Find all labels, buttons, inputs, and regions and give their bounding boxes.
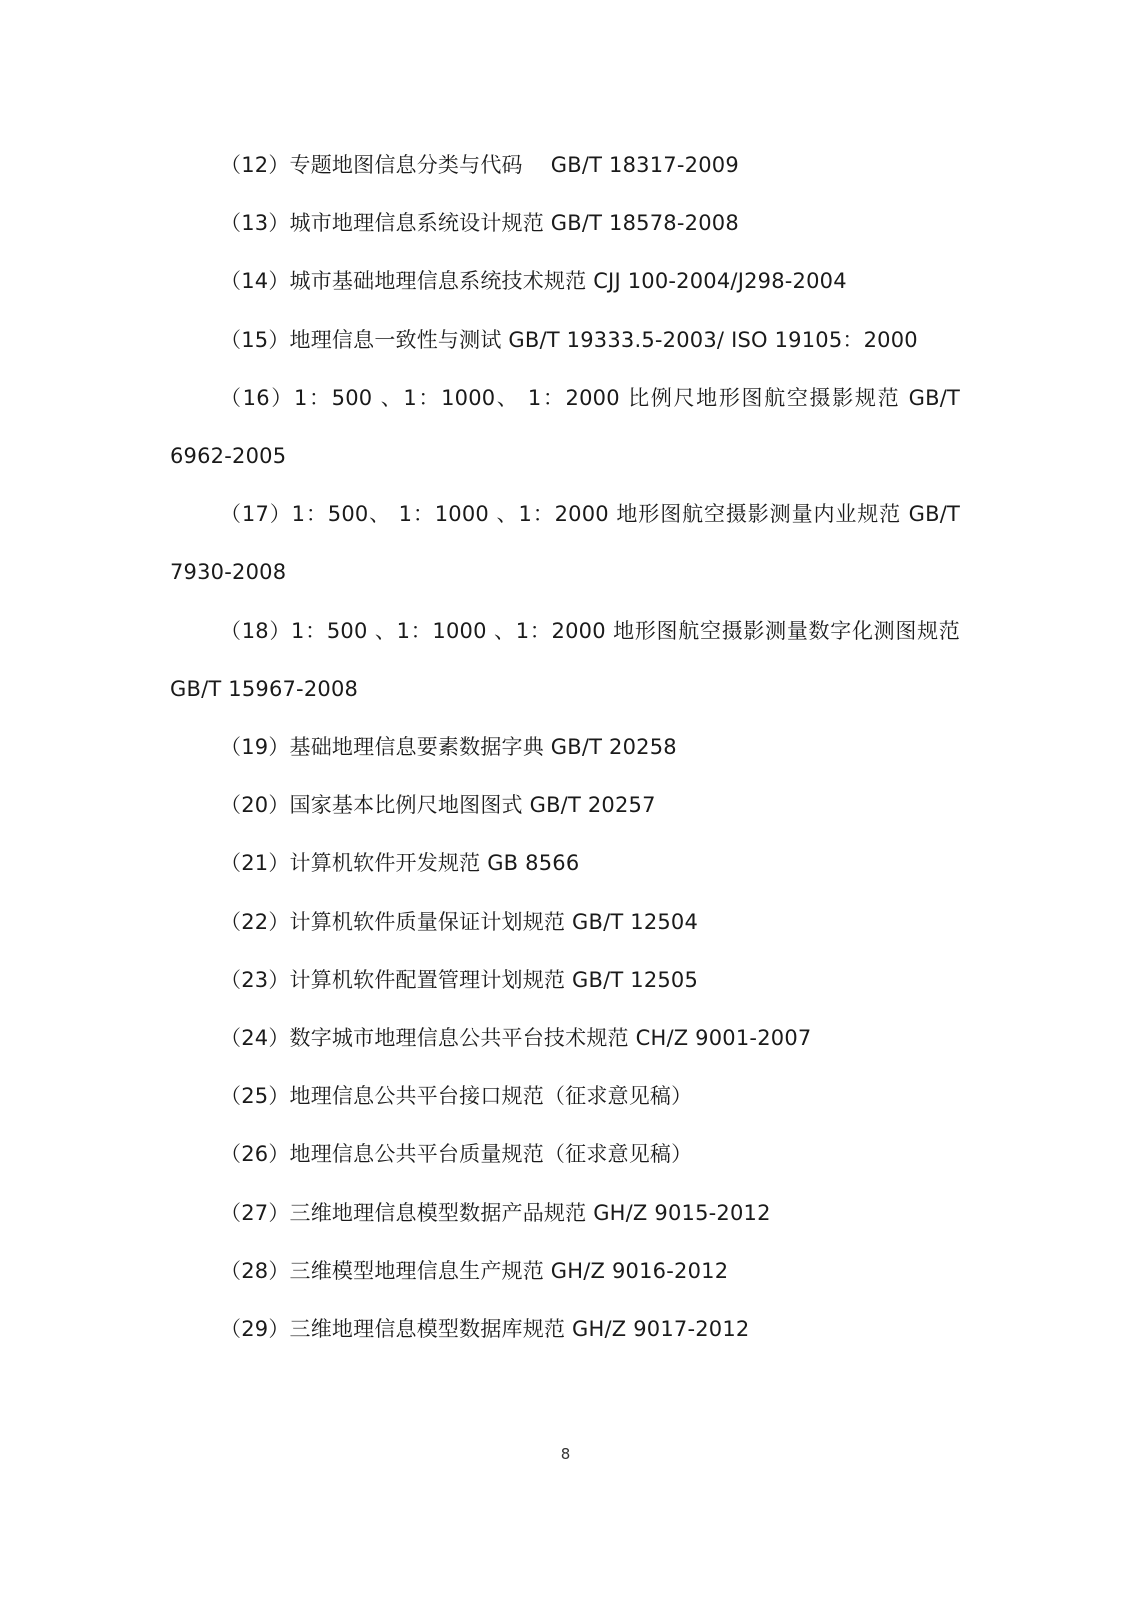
reference-item-12: （12）专题地图信息分类与代码 GB/T 18317-2009 [220,153,739,177]
reference-item-13: （13）城市地理信息系统设计规范 GB/T 18578-2008 [220,211,739,236]
reference-item-22: （22）计算机软件质量保证计划规范 GB/T 12504 [220,909,699,934]
reference-item-17: （17）1：500、 1：1000 、1：2000 地形图航空摄影测量内业规范 GB/T 7930-2008 [170,502,960,585]
page-number: 8 [560,1445,571,1463]
reference-item-18: （18）1：500 、1：1000 、1：2000 地形图航空摄影测量数字化测图规范 GB/T 15967-2008 [170,618,960,701]
reference-item-27: （27）三维地理信息模型数据产品规范 GH/Z 9015-2012 [220,1200,771,1225]
reference-item-29: （29）三维地理信息模型数据库规范 GH/Z 9017-2012 [220,1317,750,1342]
reference-item-24: （24）数字城市地理信息公共平台技术规范 CH/Z 9001-2007 [220,1026,812,1051]
reference-item-25: （25）地理信息公共平台接口规范（征求意见稿） [220,1084,693,1109]
reference-item-20: （20）国家基本比例尺地图图式 GB/T 20257 [220,793,656,818]
reference-item-26: （26）地理信息公共平台质量规范（征求意见稿） [220,1142,693,1167]
reference-item-16: （16）1：500 、1：1000、 1：2000 比例尺地形图航空摄影规范 GB/T 6962-2005 [170,385,960,469]
reference-list [170,136,960,1358]
reference-item-28: （28）三维模型地理信息生产规范 GH/Z 9016-2012 [220,1258,729,1283]
reference-item-15: （15）地理信息一致性与测试 GB/T 19333.5-2003/ ISO 19105：2000 [220,327,918,352]
reference-item-19: （19）基础地理信息要素数据字典 GB/T 20258 [220,735,677,760]
reference-item-21: （21）计算机软件开发规范 GB 8566 [220,851,580,876]
reference-item-23: （23）计算机软件配置管理计划规范 GB/T 12505 [220,967,699,992]
reference-item-14: （14）城市基础地理信息系统技术规范 CJJ 100-2004/J298-2004 [220,269,847,294]
